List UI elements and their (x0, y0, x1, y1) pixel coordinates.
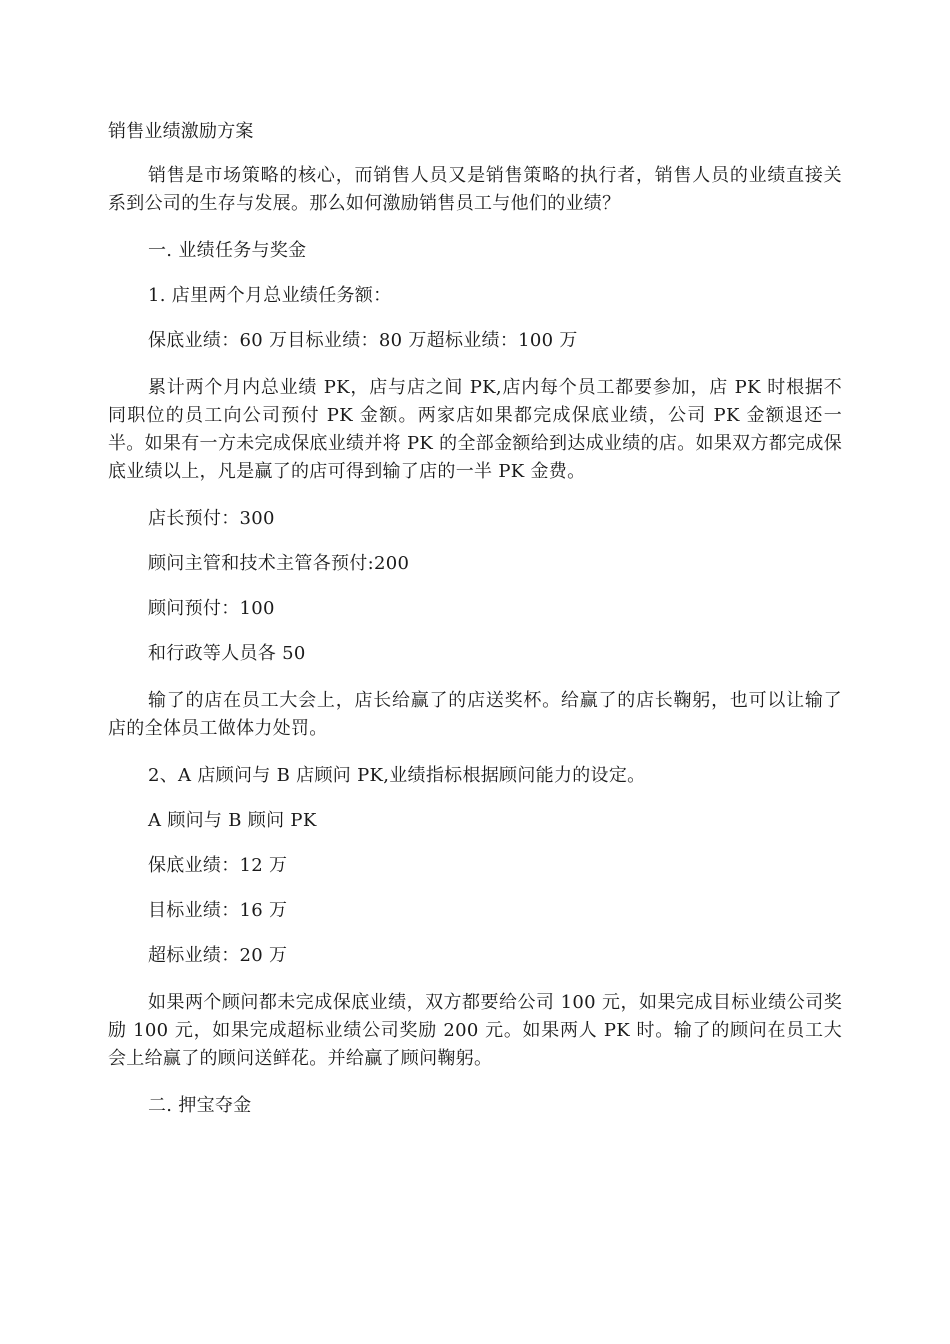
intro-paragraph: 销售是市场策略的核心，而销售人员又是销售策略的执行者，销售人员的业绩直接关系到公司的生存与发展。那么如何激励销售员工与他们的业绩？ (108, 165, 842, 214)
prepay-consultant: 顾问预付：100 (148, 598, 275, 619)
store-targets-line: 保底业绩：60 万目标业绩：80 万超标业绩：100 万 (148, 330, 578, 351)
prepay-store-manager: 店长预付：300 (148, 508, 275, 529)
subsection-heading-1: 1. 店里两个月总业绩任务额： (148, 285, 392, 306)
subsection-heading-2: 2、A 店顾问与 B 店顾问 PK,业绩指标根据顾问能力的设定。 (148, 765, 646, 786)
store-pk-rules-paragraph: 累计两个月内总业绩 PK，店与店之间 PK,店内每个员工都要参加，店 PK 时根据不同职位的员工向公司预付 PK 金额。两家店如果都完成保底业绩，公司 PK 金额退还一半。如果有一方未完成保底业绩并将 PK 的全部金额给到达成业绩的店。如果双方都完成保底业绩以上，凡是赢了的店可得到输了店的一半 PK 金费。 (108, 377, 842, 482)
section-heading-1: 一. 业绩任务与奖金 (148, 240, 307, 261)
consultant-base-target: 保底业绩：12 万 (148, 855, 288, 876)
store-penalty-paragraph: 输了的店在员工大会上，店长给赢了的店送奖杯。给赢了的店长鞠躬，也可以让输了店的全体员工做体力处罚。 (108, 690, 842, 739)
document-title: 销售业绩激励方案 (108, 121, 254, 142)
prepay-supervisors: 顾问主管和技术主管各预付:200 (148, 553, 410, 574)
section-heading-2: 二. 押宝夺金 (148, 1095, 252, 1116)
consultant-rules-paragraph: 如果两个顾问都未完成保底业绩，双方都要给公司 100 元，如果完成目标业绩公司奖励 100 元，如果完成超标业绩公司奖励 200 元。如果两人 PK 时。输了的顾问在员工大会上给赢了的顾问送鲜花。并给赢了顾问鞠躬。 (108, 992, 842, 1069)
consultant-pk-line: A 顾问与 B 顾问 PK (148, 810, 317, 831)
document-body (108, 162, 842, 1139)
consultant-stretch-target: 超标业绩：20 万 (148, 945, 288, 966)
prepay-admin-staff: 和行政等人员各 50 (148, 643, 306, 664)
consultant-goal-target: 目标业绩：16 万 (148, 900, 288, 921)
